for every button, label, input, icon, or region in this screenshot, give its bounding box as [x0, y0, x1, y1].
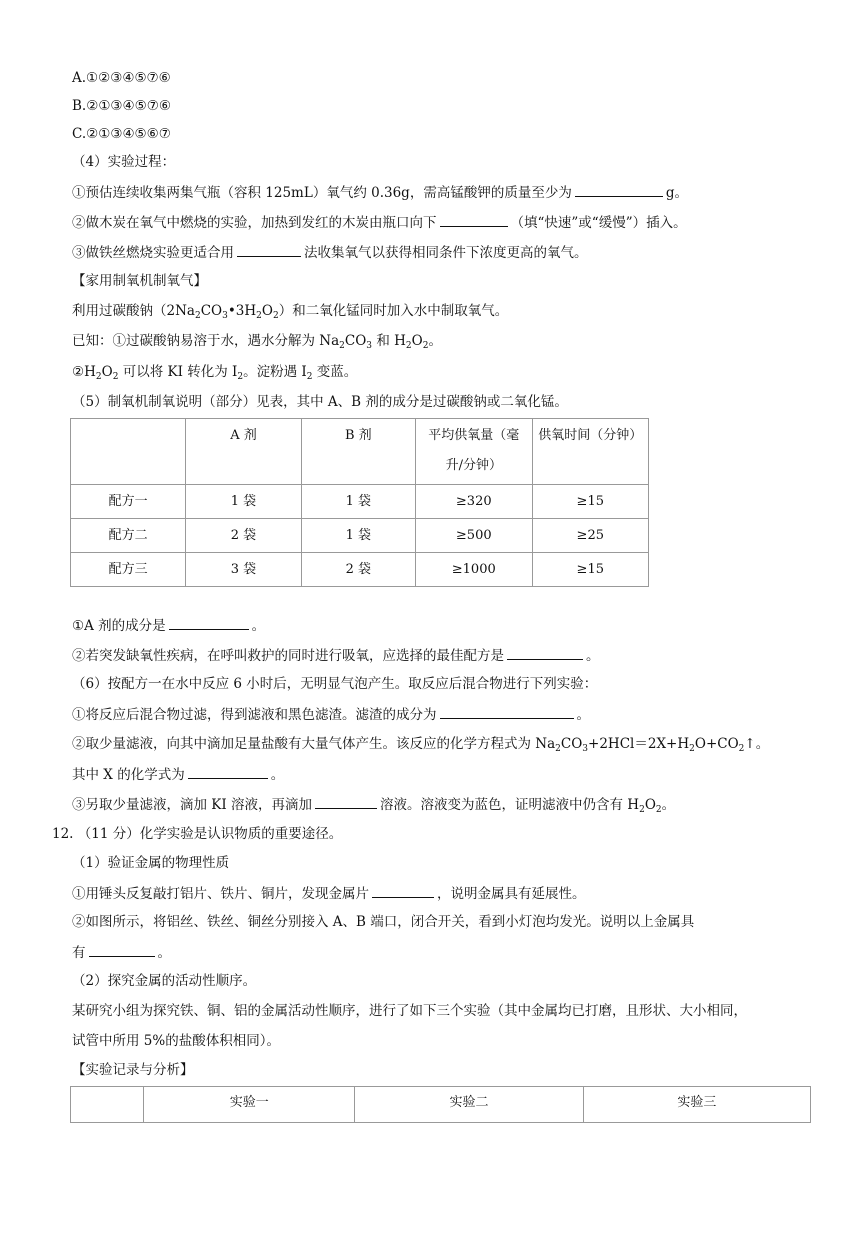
q6-heading: （6）按配方一在水中反应 6 小时后，无明显气泡产生。取反应后混合物进行下列实验：	[72, 676, 598, 692]
text: ②H	[72, 364, 96, 380]
text: O	[261, 303, 273, 319]
table-row	[71, 485, 649, 519]
subscript: 3	[582, 744, 589, 754]
subscript: 2	[256, 311, 262, 321]
table-cell: 配方三	[71, 553, 186, 587]
text: 有	[72, 945, 86, 961]
text: 。	[661, 797, 676, 813]
table-header-cell	[416, 419, 533, 485]
answer-blank[interactable]	[315, 794, 377, 809]
q6-line1	[72, 704, 590, 724]
text: O	[411, 333, 423, 349]
q12-paragraph1: 某研究小组为探究铁、铜、铝的金属活动性顺序，进行了如下三个实验（其中金属均已打磨，且形状、大小相同，	[72, 1003, 747, 1019]
table-header-cell	[71, 419, 186, 485]
table-header-row	[71, 419, 649, 485]
subscript: 2	[689, 744, 695, 754]
subscript: 2	[738, 744, 745, 754]
q4-line2	[72, 212, 687, 232]
table-row	[71, 519, 649, 553]
table-cell: ≥15	[532, 553, 648, 587]
subscript: 2	[555, 744, 561, 754]
text: ①A 剂的成分是	[72, 618, 166, 634]
table-header-row	[71, 1087, 811, 1123]
text: 溶液。溶液变为蓝色，证明滤液中仍含有 H	[380, 797, 640, 813]
table-header-cell: A 剂	[186, 419, 301, 485]
text: O	[644, 797, 656, 813]
table-header-cell: 实验二	[355, 1087, 583, 1123]
formula-table	[70, 418, 649, 587]
answer-blank[interactable]	[507, 645, 583, 660]
text: •3H	[227, 303, 257, 319]
q4-heading: （4）实验过程：	[72, 154, 176, 170]
q6-line3	[72, 764, 284, 784]
text: CO	[200, 303, 223, 319]
subscript: 2	[272, 311, 279, 321]
table-cell: 配方二	[71, 519, 186, 553]
text: ，说明金属具有延展性。	[437, 886, 586, 902]
subscript: 2	[639, 805, 645, 815]
text: ↑。	[744, 736, 770, 752]
table-row	[71, 553, 649, 587]
table-cell: ≥25	[532, 519, 648, 553]
subscript: 2	[194, 311, 201, 321]
q12-section1: （1）验证金属的物理性质	[72, 855, 230, 871]
subscript: 2	[95, 372, 102, 382]
text: 利用过碳酸钠（2Na	[72, 303, 195, 319]
text: 。	[270, 767, 285, 783]
subscript: 3	[366, 341, 373, 351]
text: ①用锤头反复敲打铝片、铁片、铜片，发现金属片	[72, 886, 369, 902]
q5-line2	[72, 645, 600, 665]
subscript: 3	[222, 311, 228, 321]
table-header-cell	[71, 1087, 144, 1123]
text: （填“快速”或“缓慢”）插入。	[510, 215, 687, 231]
text: ③另取少量滤液，滴加 KI 溶液，再滴加	[72, 797, 313, 813]
table-cell: ≥15	[532, 485, 648, 519]
table-cell: 配方一	[71, 485, 186, 519]
intro-line	[72, 301, 508, 321]
text: 已知：①过碳酸钠易溶于水，遇水分解为 Na	[72, 333, 340, 349]
q4-line1	[72, 182, 688, 202]
answer-blank[interactable]	[89, 942, 155, 957]
answer-blank[interactable]	[372, 883, 434, 898]
q12-line1	[72, 883, 586, 903]
text: g。	[665, 185, 688, 201]
answer-blank[interactable]	[169, 615, 249, 630]
subscript: 2	[306, 372, 313, 382]
text: ②做木炭在氧气中燃烧的实验，加热到发红的木炭由瓶口向下	[72, 215, 437, 231]
option-b: B.②①③④⑤⑦⑥	[72, 98, 171, 114]
text: ②取少量滤液，向其中滴加足量盐酸有大量气体产生。该反应的化学方程式为 Na	[72, 736, 556, 752]
q12-section2: （2）探究金属的活动性顺序。	[72, 973, 257, 989]
text: ①预估连续收集两集气瓶（容积 125mL）氧气约 0.36g，需高锰酸钾的质量至少为	[72, 185, 572, 201]
text: 和 H	[372, 333, 406, 349]
text: 。	[428, 333, 442, 349]
q12-line3	[72, 942, 171, 962]
answer-blank[interactable]	[440, 704, 574, 719]
table-cell: 1 袋	[301, 485, 415, 519]
text: CO	[560, 736, 583, 752]
answer-blank[interactable]	[440, 212, 508, 227]
experiment-table	[70, 1086, 811, 1123]
q5-heading: （5）制氧机制氧说明（部分）见表，其中 A、B 剂的成分是过碳酸钠或二氧化锰。	[72, 394, 568, 410]
table-cell: 1 袋	[186, 485, 301, 519]
answer-blank[interactable]	[237, 242, 301, 257]
q5-line1	[72, 615, 265, 635]
text: 其中 X 的化学式为	[72, 767, 185, 783]
table-cell: 2 袋	[301, 553, 415, 587]
table-cell: 3 袋	[186, 553, 301, 587]
table-header-cell: 实验一	[144, 1087, 355, 1123]
known-line2	[72, 362, 357, 382]
subscript: 2	[237, 372, 244, 382]
record-title: 【实验记录与分析】	[72, 1062, 194, 1078]
text: ③做铁丝燃烧实验更适合用	[72, 245, 234, 261]
table-header-cell: B 剂	[301, 419, 415, 485]
answer-blank[interactable]	[575, 182, 663, 197]
text: 变蓝。	[312, 364, 358, 380]
table-header-cell: 供氧时间（分钟）	[532, 419, 648, 485]
known-line1	[72, 331, 442, 351]
subscript: 2	[655, 805, 662, 815]
table-cell: ≥320	[416, 485, 533, 519]
text: ②若突发缺氧性疾病，在呼叫救护的同时进行吸氧，应选择的最佳配方是	[72, 648, 504, 664]
text: 。	[586, 648, 600, 664]
text: O	[101, 364, 113, 380]
text: 。	[251, 618, 266, 634]
table-cell: 1 袋	[301, 519, 415, 553]
q6-line2	[72, 734, 769, 754]
table-header-cell: 实验三	[583, 1087, 810, 1123]
header-part: 平均供氧量（毫	[428, 428, 520, 443]
q12-line2: ②如图所示，将铝丝、铁丝、铜丝分别接入 A、B 端口，闭合开关，看到小灯泡均发光。说明以上金属具	[72, 914, 695, 930]
subscript: 2	[339, 341, 345, 351]
subscript: 2	[422, 341, 429, 351]
section-title: 【家用制氧机制氧气】	[72, 273, 207, 289]
text: CO	[344, 333, 367, 349]
q12-paragraph2: 试管中所用 5%的盐酸体积相同）。	[72, 1033, 280, 1049]
text: O+CO	[694, 736, 739, 752]
text: ）和二氧化锰同时加入水中制取氧气。	[278, 303, 509, 319]
text: 。淀粉遇 I	[243, 364, 307, 380]
text: 。	[576, 707, 590, 723]
text: 法收集氧气以获得相同条件下浓度更高的氧气。	[304, 245, 588, 261]
subscript: 2	[112, 372, 119, 382]
table-cell: ≥1000	[416, 553, 533, 587]
table-cell: ≥500	[416, 519, 533, 553]
q12-heading: 12. （11 分）化学实验是认识物质的重要途径。	[52, 826, 343, 842]
table-cell: 2 袋	[186, 519, 301, 553]
header-part: 升/分钟）	[445, 458, 502, 473]
text: +2HCl＝2X+H	[588, 736, 690, 752]
text: 。	[157, 945, 171, 961]
option-c: C.②①③④⑤⑥⑦	[72, 126, 171, 142]
option-a: A.①②③④⑤⑦⑥	[72, 70, 171, 86]
q4-line3	[72, 242, 588, 262]
text: ①将反应后混合物过滤，得到滤液和黑色滤渣。滤渣的成分为	[72, 707, 437, 723]
subscript: 2	[405, 341, 412, 351]
q6-line4	[72, 794, 675, 814]
text: 可以将 KI 转化为 I	[118, 364, 238, 380]
answer-blank[interactable]	[188, 764, 268, 779]
